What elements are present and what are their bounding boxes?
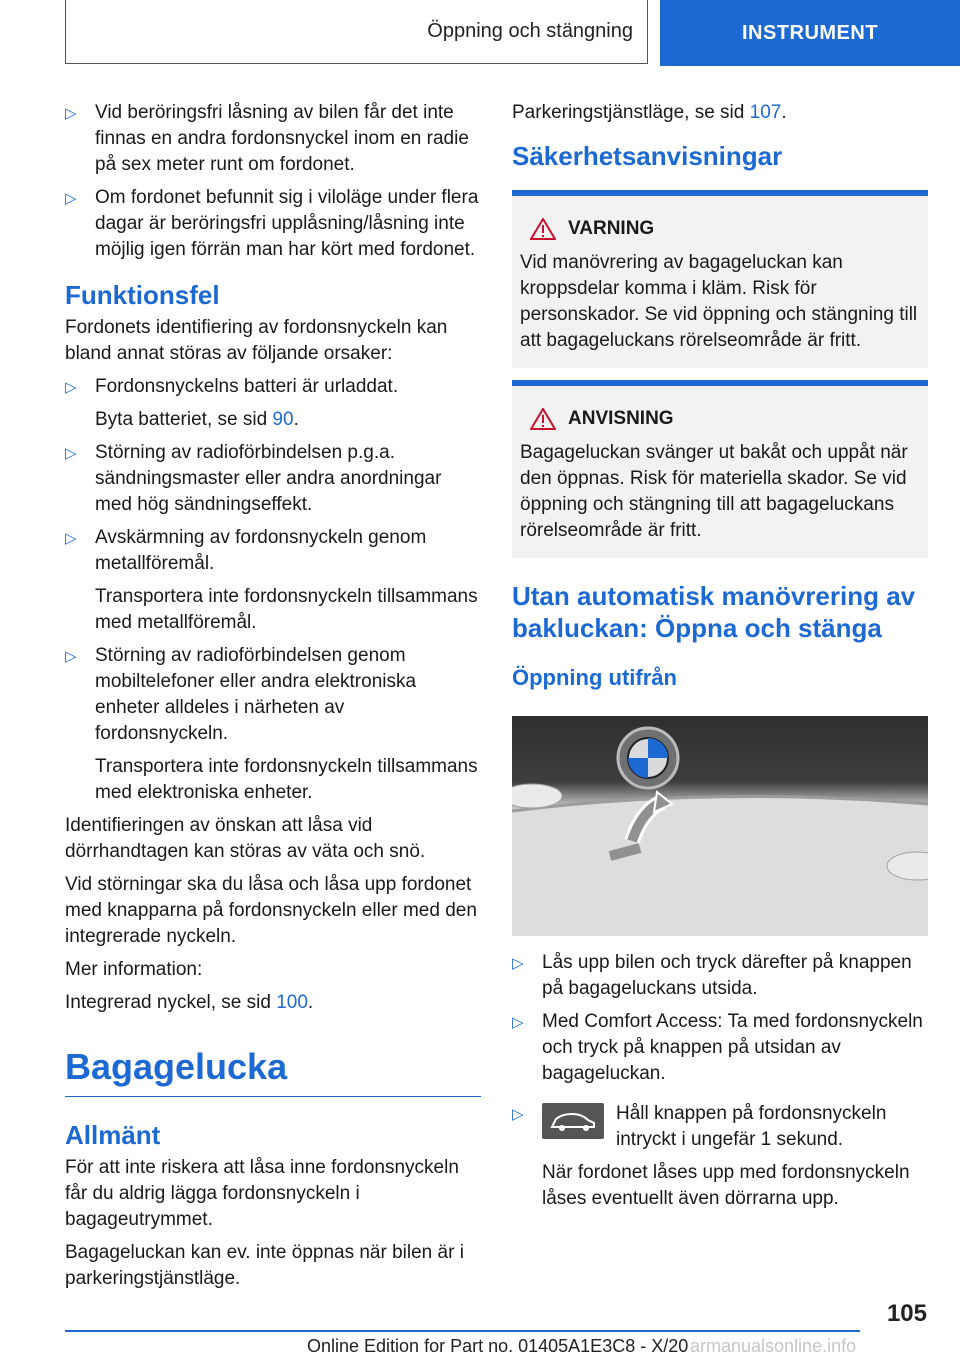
bullet-triangle-icon: ▷ bbox=[512, 955, 524, 972]
edition-text: Online Edition for Part no. 01405A1E3C8 - X/20 bbox=[307, 1336, 689, 1356]
general-heading: Allmänt bbox=[65, 1120, 161, 1150]
notice-box bbox=[512, 380, 928, 558]
bullet-triangle-icon: ▷ bbox=[65, 105, 77, 122]
trunk-photo-illustration bbox=[512, 716, 928, 936]
noauto-heading: Utan automatisk manövrering av bakluckan: Öppna och stänga bbox=[512, 581, 916, 643]
list-subtext: Transportera inte fordonsnyckeln tillsammans med elektroniska enheter. bbox=[95, 756, 478, 803]
outside-heading: Öppning utifrån bbox=[512, 665, 677, 690]
warning-title: VARNING bbox=[568, 218, 655, 239]
bullet-triangle-icon: ▷ bbox=[512, 1014, 524, 1031]
list-item: ▷ Håll knappen på fordonsnyckeln intryckt i ungefär 1 sekund. bbox=[512, 1103, 887, 1150]
header-section bbox=[65, 0, 648, 64]
page-link-107[interactable]: 107 bbox=[749, 102, 782, 123]
bullet-triangle-icon: ▷ bbox=[65, 190, 77, 207]
notice-header bbox=[520, 406, 920, 432]
trunk-button-photo bbox=[512, 716, 928, 936]
page-number: 105 bbox=[886, 1300, 927, 1327]
paragraph: Vid störningar ska du låsa och låsa upp fordonet med knapparna på fordonsnyckeln eller med den integrerade nyckeln. bbox=[65, 874, 477, 947]
bullet-triangle-icon: ▷ bbox=[512, 1106, 524, 1123]
warning-box bbox=[512, 190, 928, 368]
paragraph: Identifieringen av önskan att låsa vid dörrhandtagen kan störas av väta och snö. bbox=[65, 815, 426, 862]
fault-heading: Funktionsfel bbox=[65, 280, 220, 310]
list-item: ▷ Vid beröringsfri låsning av bilen får det inte finnas en andra fordonsnyckel inom en radie på sex meter runt om fordonet. bbox=[65, 102, 469, 175]
list-item: ▷ Störning av radioförbindelsen p.g.a. sändningsmaster eller andra anordningar med hög sändningseffekt. bbox=[65, 442, 442, 515]
page-link-100[interactable]: 100 bbox=[276, 992, 308, 1013]
bullet-triangle-icon: ▷ bbox=[65, 530, 77, 547]
warning-triangle-icon bbox=[530, 408, 556, 430]
safety-heading: Säkerhetsanvisningar bbox=[512, 141, 783, 171]
paragraph: Parkeringstjänstläge, se sid 107. bbox=[512, 102, 787, 123]
paragraph: För att inte riskera att låsa inne fordonsnyckeln får du aldrig lägga fordonsnyckeln i bagageutrymmet. bbox=[65, 1157, 459, 1230]
notice-text: Bagageluckan svänger ut bakåt och uppåt när den öppnas. Risk för materiella skador. Se vid öppning och stängning till att bagageluckans rörelseområde är fritt. bbox=[520, 442, 908, 541]
right-column bbox=[512, 100, 928, 1219]
trunk-heading: Bagagelucka bbox=[65, 1046, 481, 1097]
footer-divider bbox=[65, 1330, 860, 1332]
list-item: ▷ Lås upp bilen och tryck därefter på knappen på bagageluckans utsida. bbox=[512, 952, 912, 999]
paragraph: Bagageluckan kan ev. inte öppnas när bilen är i parkeringstjänstläge. bbox=[65, 1242, 464, 1289]
tab-label: INSTRUMENT bbox=[741, 21, 879, 44]
bullet-triangle-icon: ▷ bbox=[65, 648, 77, 665]
bullet-triangle-icon: ▷ bbox=[65, 379, 77, 396]
header-tab[interactable] bbox=[660, 0, 960, 66]
warning-header bbox=[520, 216, 920, 242]
list-item: ▷ Med Comfort Access: Ta med fordonsnyckeln och tryck på knappen på utsidan av bagageluckan. bbox=[512, 1011, 923, 1084]
car-trunk-key-icon bbox=[542, 1103, 604, 1139]
watermark: armanualsonline.info bbox=[690, 1336, 857, 1356]
page-link-90[interactable]: 90 bbox=[272, 409, 294, 430]
left-column bbox=[65, 100, 481, 1299]
paragraph: Mer information: bbox=[65, 959, 203, 980]
warning-triangle-icon bbox=[530, 218, 556, 240]
list-item: ▷ Störning av radioförbindelsen genom mobiltelefoner eller andra elektroniska enheter alldeles i närheten av fordonsnyckeln. bbox=[65, 645, 417, 744]
list-subtext: När fordonet låses upp med fordonsnyckeln låses eventuellt även dörrarna upp. bbox=[542, 1162, 910, 1209]
list-item: ▷ Fordonsnyckelns batteri är urladdat. bbox=[65, 374, 481, 400]
list-item: ▷ Avskärmning av fordonsnyckeln genom metallföremål. bbox=[65, 527, 427, 574]
paragraph: Integrerad nyckel, se sid 100. bbox=[65, 992, 314, 1013]
fault-intro: Fordonets identifiering av fordonsnyckeln kan bland annat störas av följande orsaker: bbox=[65, 317, 448, 364]
warning-text: Vid manövrering av bagageluckan kan kroppsdelar komma i kläm. Risk för personskador. Se vid öppning och stängning till att bagageluckans rörelseområde är fritt. bbox=[520, 252, 918, 351]
bullet-triangle-icon: ▷ bbox=[65, 445, 77, 462]
section-title: Öppning och stängning bbox=[427, 20, 633, 42]
notice-title: ANVISNING bbox=[568, 408, 674, 429]
list-subtext: Byta batteriet, se sid 90. bbox=[95, 409, 299, 430]
list-item: ▷ Om fordonet befunnit sig i viloläge under flera dagar är beröringsfri upplåsning/låsning inte möjlig igen förrän man har kört med fordonet. bbox=[65, 187, 479, 260]
list-subtext: Transportera inte fordonsnyckeln tillsammans med metallföremål. bbox=[95, 586, 478, 633]
